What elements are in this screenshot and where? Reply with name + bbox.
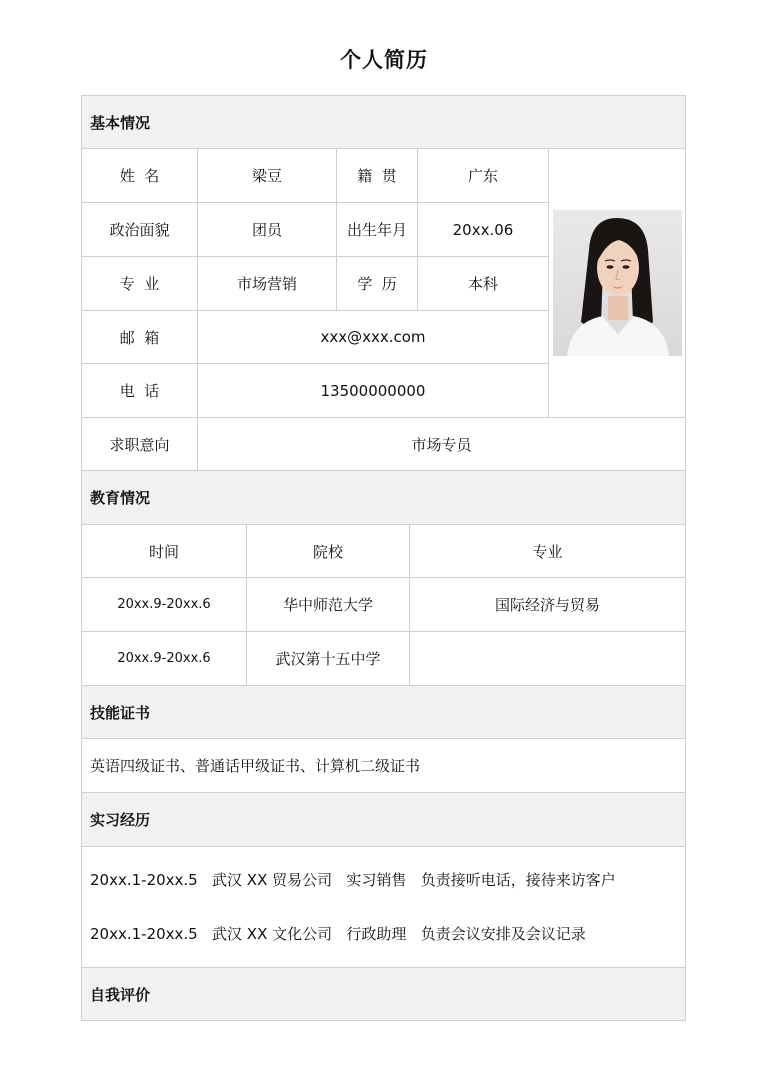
- section-education-title: 教育情况: [82, 471, 686, 525]
- political-label: 政治面貌: [82, 203, 198, 257]
- section-basic-title: 基本情况: [82, 96, 686, 149]
- email-value: xxx@xxx.com: [198, 311, 549, 364]
- major-value: 市场营销: [198, 257, 337, 311]
- resume-table: [81, 95, 686, 1021]
- edu-header-time: 时间: [82, 525, 247, 578]
- edu-row-school: 武汉第十五中学: [247, 632, 410, 686]
- edu-row-school: 华中师范大学: [247, 578, 410, 632]
- edu-header-major: 专业: [410, 525, 686, 578]
- edu-row-major: [410, 632, 686, 686]
- degree-label: 学 历: [337, 257, 418, 311]
- edu-row-time: 20xx.9-20xx.6: [82, 578, 247, 632]
- edu-header-school: 院校: [247, 525, 410, 578]
- phone-label: 电 话: [82, 364, 198, 418]
- intent-value: 市场专员: [198, 418, 686, 471]
- page-title: 个人简历: [340, 48, 428, 72]
- skills-text: 英语四级证书、普通话甲级证书、计算机二级证书: [82, 739, 686, 793]
- photo-cell: [549, 149, 686, 418]
- name-label: 姓 名: [82, 149, 198, 203]
- degree-value: 本科: [418, 257, 549, 311]
- edu-row-time: 20xx.9-20xx.6: [82, 632, 247, 686]
- political-value: 团员: [198, 203, 337, 257]
- name-value: 梁豆: [198, 149, 337, 203]
- major-label: 专 业: [82, 257, 198, 311]
- internship-item: 20xx.1-20xx.5 武汉 XX 文化公司 行政助理 负责会议安排及会议记录: [90, 925, 586, 943]
- origin-value: 广东: [418, 149, 549, 203]
- birth-label: 出生年月: [337, 203, 418, 257]
- email-label: 邮 箱: [82, 311, 198, 364]
- edu-row-major: 国际经济与贸易: [410, 578, 686, 632]
- section-self-eval-title: 自我评价: [82, 968, 686, 1021]
- intent-label: 求职意向: [82, 418, 198, 471]
- section-skills-title: 技能证书: [82, 686, 686, 739]
- section-internship-title: 实习经历: [82, 793, 686, 847]
- origin-label: 籍 贯: [337, 149, 418, 203]
- birth-value: 20xx.06: [418, 203, 549, 257]
- internship-list: [82, 847, 686, 968]
- profile-photo: [553, 210, 682, 356]
- internship-item: 20xx.1-20xx.5 武汉 XX 贸易公司 实习销售 负责接听电话，接待来访客户: [90, 871, 616, 889]
- phone-value: 13500000000: [198, 364, 549, 418]
